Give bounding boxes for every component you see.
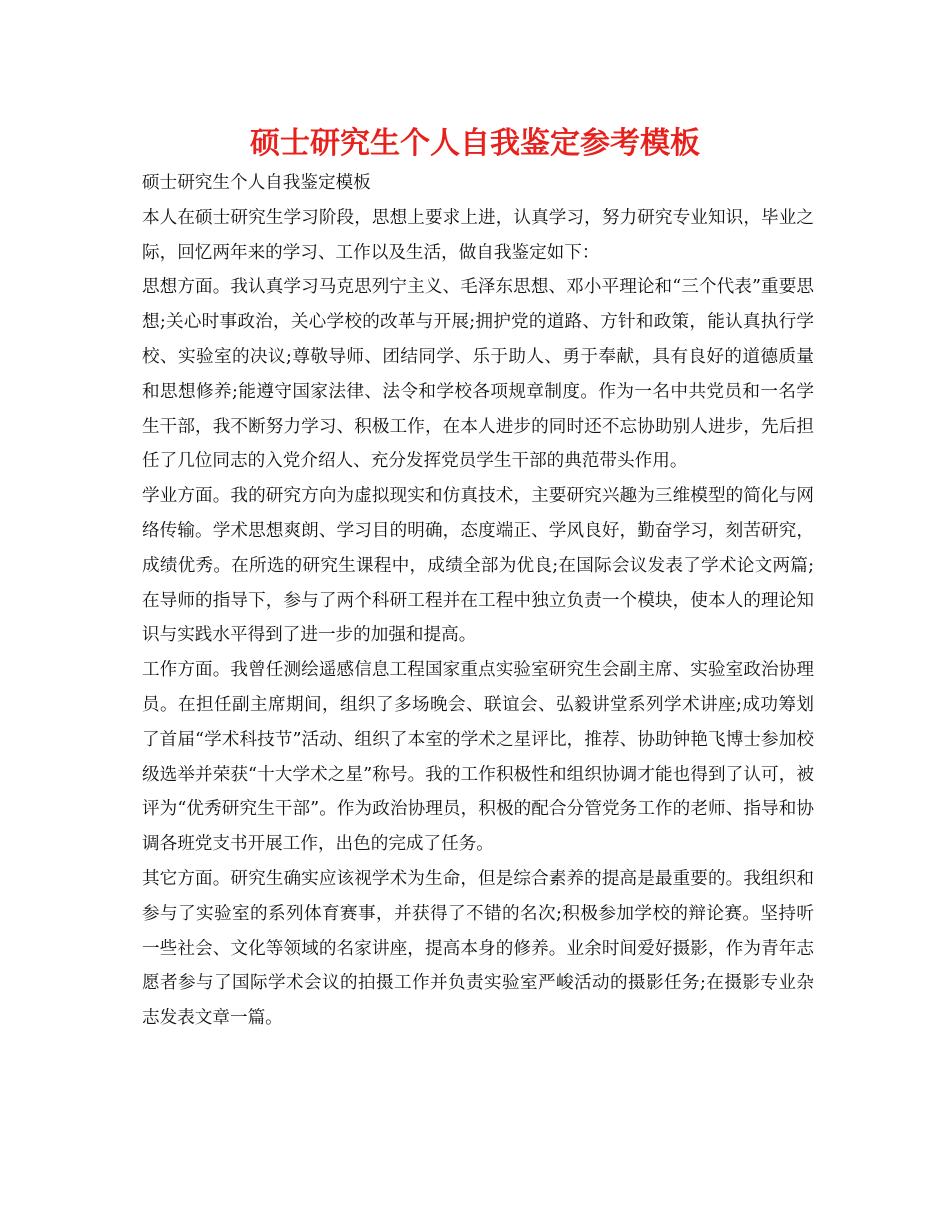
work-paragraph: 工作方面。我曾任测绘遥感信息工程国家重点实验室研究生会副主席、实验室政治协理员。在担任副主席期间，组织了多场晚会、联谊会、弘毅讲堂系列学术讲座;成功筹划了首届“学术科技节”活动、组织了本室的学术之星评比，推荐、协助钟艳飞博士参加校级选举并荣获“十大学术之星”称号。我的工作积极性和组织协调才能也得到了认可，被评为“优秀研究生干部”。作为政治协理员，积极的配合分管党务工作的老师、指导和协调各班党支书开展工作，出色的完成了任务。 (142, 660, 814, 855)
ideology-paragraph: 思想方面。我认真学习马克思列宁主义、毛泽东思想、邓小平理论和“三个代表”重要思想;关心时事政治，关心学校的改革与开展;拥护党的道路、方针和政策，能认真执行学校、实验室的决议;尊敬导师、团结同学、乐于助人、勇于奉献，具有良好的道德质量和思想修养;能遵守国家法律、法令和学校各项规章制度。作为一名中共党员和一名学生干部，我不断努力学习、积极工作，在本人进步的同时还不忘协助别人进步，先后担任了几位同志的入党介绍人、充分发挥党员学生干部的典范带头作用。 (142, 277, 814, 472)
academic-paragraph: 学业方面。我的研究方向为虚拟现实和仿真技术，主要研究兴趣为三维模型的简化与网络传输。学术思想爽朗、学习目的明确，态度端正、学风良好，勤奋学习，刻苦研究，成绩优秀。在所选的研究生课程中，成绩全部为优良;在国际会议发表了学术论文两篇;在导师的指导下，参与了两个科研工程并在工程中独立负责一个模块，使本人的理论知识与实践水平得到了进一步的加强和提高。 (142, 486, 814, 646)
document-title: 硕士研究生个人自我鉴定参考模板 (250, 126, 700, 161)
document-body (142, 166, 814, 1036)
other-paragraph: 其它方面。研究生确实应该视学术为生命，但是综合素养的提高是最重要的。我组织和参与了实验室的系列体育赛事，并获得了不错的名次;积极参加学校的辩论赛。坚持听一些社会、文化等领域的名家讲座，提高本身的修养。业余时间爱好摄影，作为青年志愿者参与了国际学术会议的拍摄工作并负责实验室严峻活动的摄影任务;在摄影专业杂志发表文章一篇。 (142, 868, 814, 1029)
subtitle-line: 硕士研究生个人自我鉴定模板 (142, 173, 371, 193)
intro-paragraph: 本人在硕士研究生学习阶段，思想上要求上进，认真学习，努力研究专业知识，毕业之际，回忆两年来的学习、工作以及生活，做自我鉴定如下： (142, 207, 814, 263)
